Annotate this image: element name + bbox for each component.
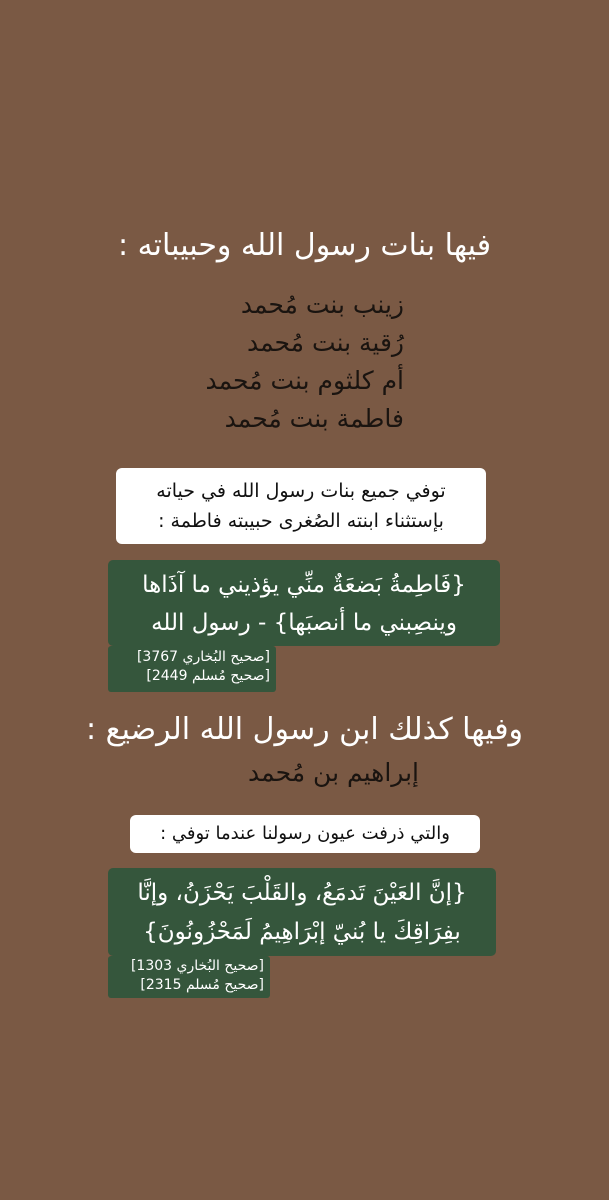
hadith-fatima-sources xyxy=(108,646,276,692)
note-son-passing: والتي ذرفت عيون رسولنا عندما توفي : xyxy=(130,815,480,853)
hadith-ibrahim-quote xyxy=(108,868,496,956)
quote-line: {إنَّ العَيْنَ تَدمَعُ، والقَلْبَ يَحْزَنُ، وإنَّا xyxy=(137,880,467,906)
source-muslim: [صحيح مُسلم 2449] xyxy=(146,668,270,684)
daughters-heading: فيها بنات رسول الله وحبيباته : xyxy=(117,228,492,263)
hadith-ibrahim-sources xyxy=(108,956,270,998)
daughter-name: رُقية بنت مُحمد xyxy=(246,328,404,357)
daughter-name: زينب بنت مُحمد xyxy=(240,290,404,319)
daughter-name: فاطمة بنت مُحمد xyxy=(224,404,404,433)
son-name: إبراهيم بن مُحمد xyxy=(248,758,419,787)
note-daughters-passing xyxy=(116,468,486,544)
note-line: توفي جميع بنات رسول الله في حياته xyxy=(156,480,446,502)
source-bukhari: [صحيح البُخاري 3767] xyxy=(136,649,270,665)
daughters-list xyxy=(205,286,404,438)
source-muslim: [صحيح مُسلم 2315] xyxy=(140,977,264,993)
note-line: بإستثناء ابنته الصُغرى حبيبته فاطمة : xyxy=(158,510,444,532)
quote-line: بفِرَاقِكَ يا بُنيّ إبْرَاهِيمُ لَمَحْزُونُونَ} xyxy=(143,919,461,945)
daughter-name: أم كلثوم بنت مُحمد xyxy=(205,366,404,395)
hadith-fatima-quote xyxy=(108,560,500,646)
source-bukhari: [صحيح البُخاري 1303] xyxy=(130,958,264,974)
quote-line: وينصِبني ما أنصبَها} - رسول الله xyxy=(151,610,457,636)
son-heading: وفيها كذلك ابن رسول الله الرضيع : xyxy=(85,712,524,747)
quote-line: {فَاطِمةُ بَضعَةٌ منِّي يؤذيني ما آذَاها xyxy=(142,572,466,598)
